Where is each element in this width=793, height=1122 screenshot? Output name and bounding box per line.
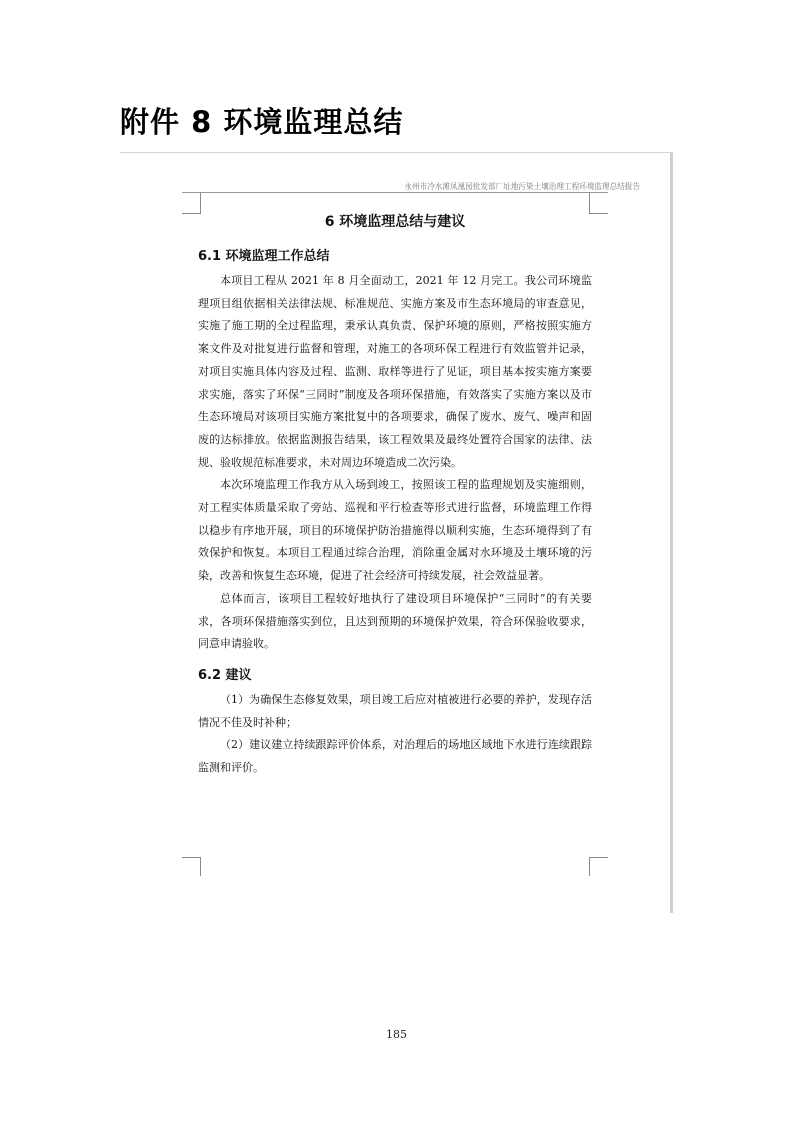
running-header: 永州市冷水滩凤凰园批发部厂址地污染土壤治理工程环境监理总结报告 — [404, 182, 640, 191]
subsection-heading-6-2: 6.2 建议 — [198, 667, 252, 683]
subsection-heading-6-1: 6.1 环境监理工作总结 — [198, 249, 330, 264]
crop-mark-bottom-left — [182, 857, 201, 876]
appendix-title: 附件 8 环境监理总结 — [120, 105, 404, 139]
paragraph: 本次环境监理工作我方从入场到竣工，按照该工程的监理规划及实施细则，对工程实体质量采取了旁站、巡视和平行检查等形式进行监督，环境监理工作得以稳步有序地开展，项目的环境保护防治措施得以顺利实施，生态环境得到了有效保护和恢复。本项目工程通过综合治理，消除重金属对水环境及土壤环境的污染，改善和恢复生态环境，促进了社会经济可持续发展，社会效益显著。 — [198, 478, 592, 583]
paragraph: （1）为确保生态修复效果，项目竣工后应对植被进行必要的养护，发现存活情况不佳及时补种； — [198, 692, 592, 729]
paragraph: 总体而言，该项目工程较好地执行了建设项目环境保护“三同时”的有关要求，各项环保措施落实到位，且达到预期的环境保护效果，符合环保验收要求，同意申请验收。 — [198, 591, 592, 651]
page-number: 185 — [386, 1028, 407, 1041]
paragraph: （2）建议建立持续跟踪评价体系，对治理后的场地区域地下水进行连续跟踪监测和评价。 — [198, 738, 592, 775]
page-content — [198, 211, 592, 780]
header-rule — [182, 192, 608, 193]
section-heading: 6 环境监理总结与建议 — [324, 214, 466, 230]
embedded-report-page — [120, 152, 673, 913]
paragraph: 本项目工程从 2021 年 8 月全面动工，2021 年 12 月完工。我公司环境监理项目组依据相关法律法规、标准规范、实施方案及市生态环境局的审查意见，实施了施工期的全过程监理，秉承认真负责、保护环境的原则，严格按照实施方案文件及对批复进行监督和管理，对施工的各项环保工程进行有效监管并记录，对项目实施具体内容及过程、监测、取样等进行了见证，项目基本按实施方案要求实施，落实了环保“三同时”制度及各项环保措施，有效落实了实施方案以及市生态环境局对该项目实施方案批复中的各项要求，确保了废水、废气、噪声和固废的达标排放。依据监测报告结果，该工程效果及最终处置符合国家的法律、法规、验收规范标准要求，未对周边环境造成二次污染。 — [198, 274, 592, 469]
crop-mark-bottom-right — [589, 857, 608, 876]
